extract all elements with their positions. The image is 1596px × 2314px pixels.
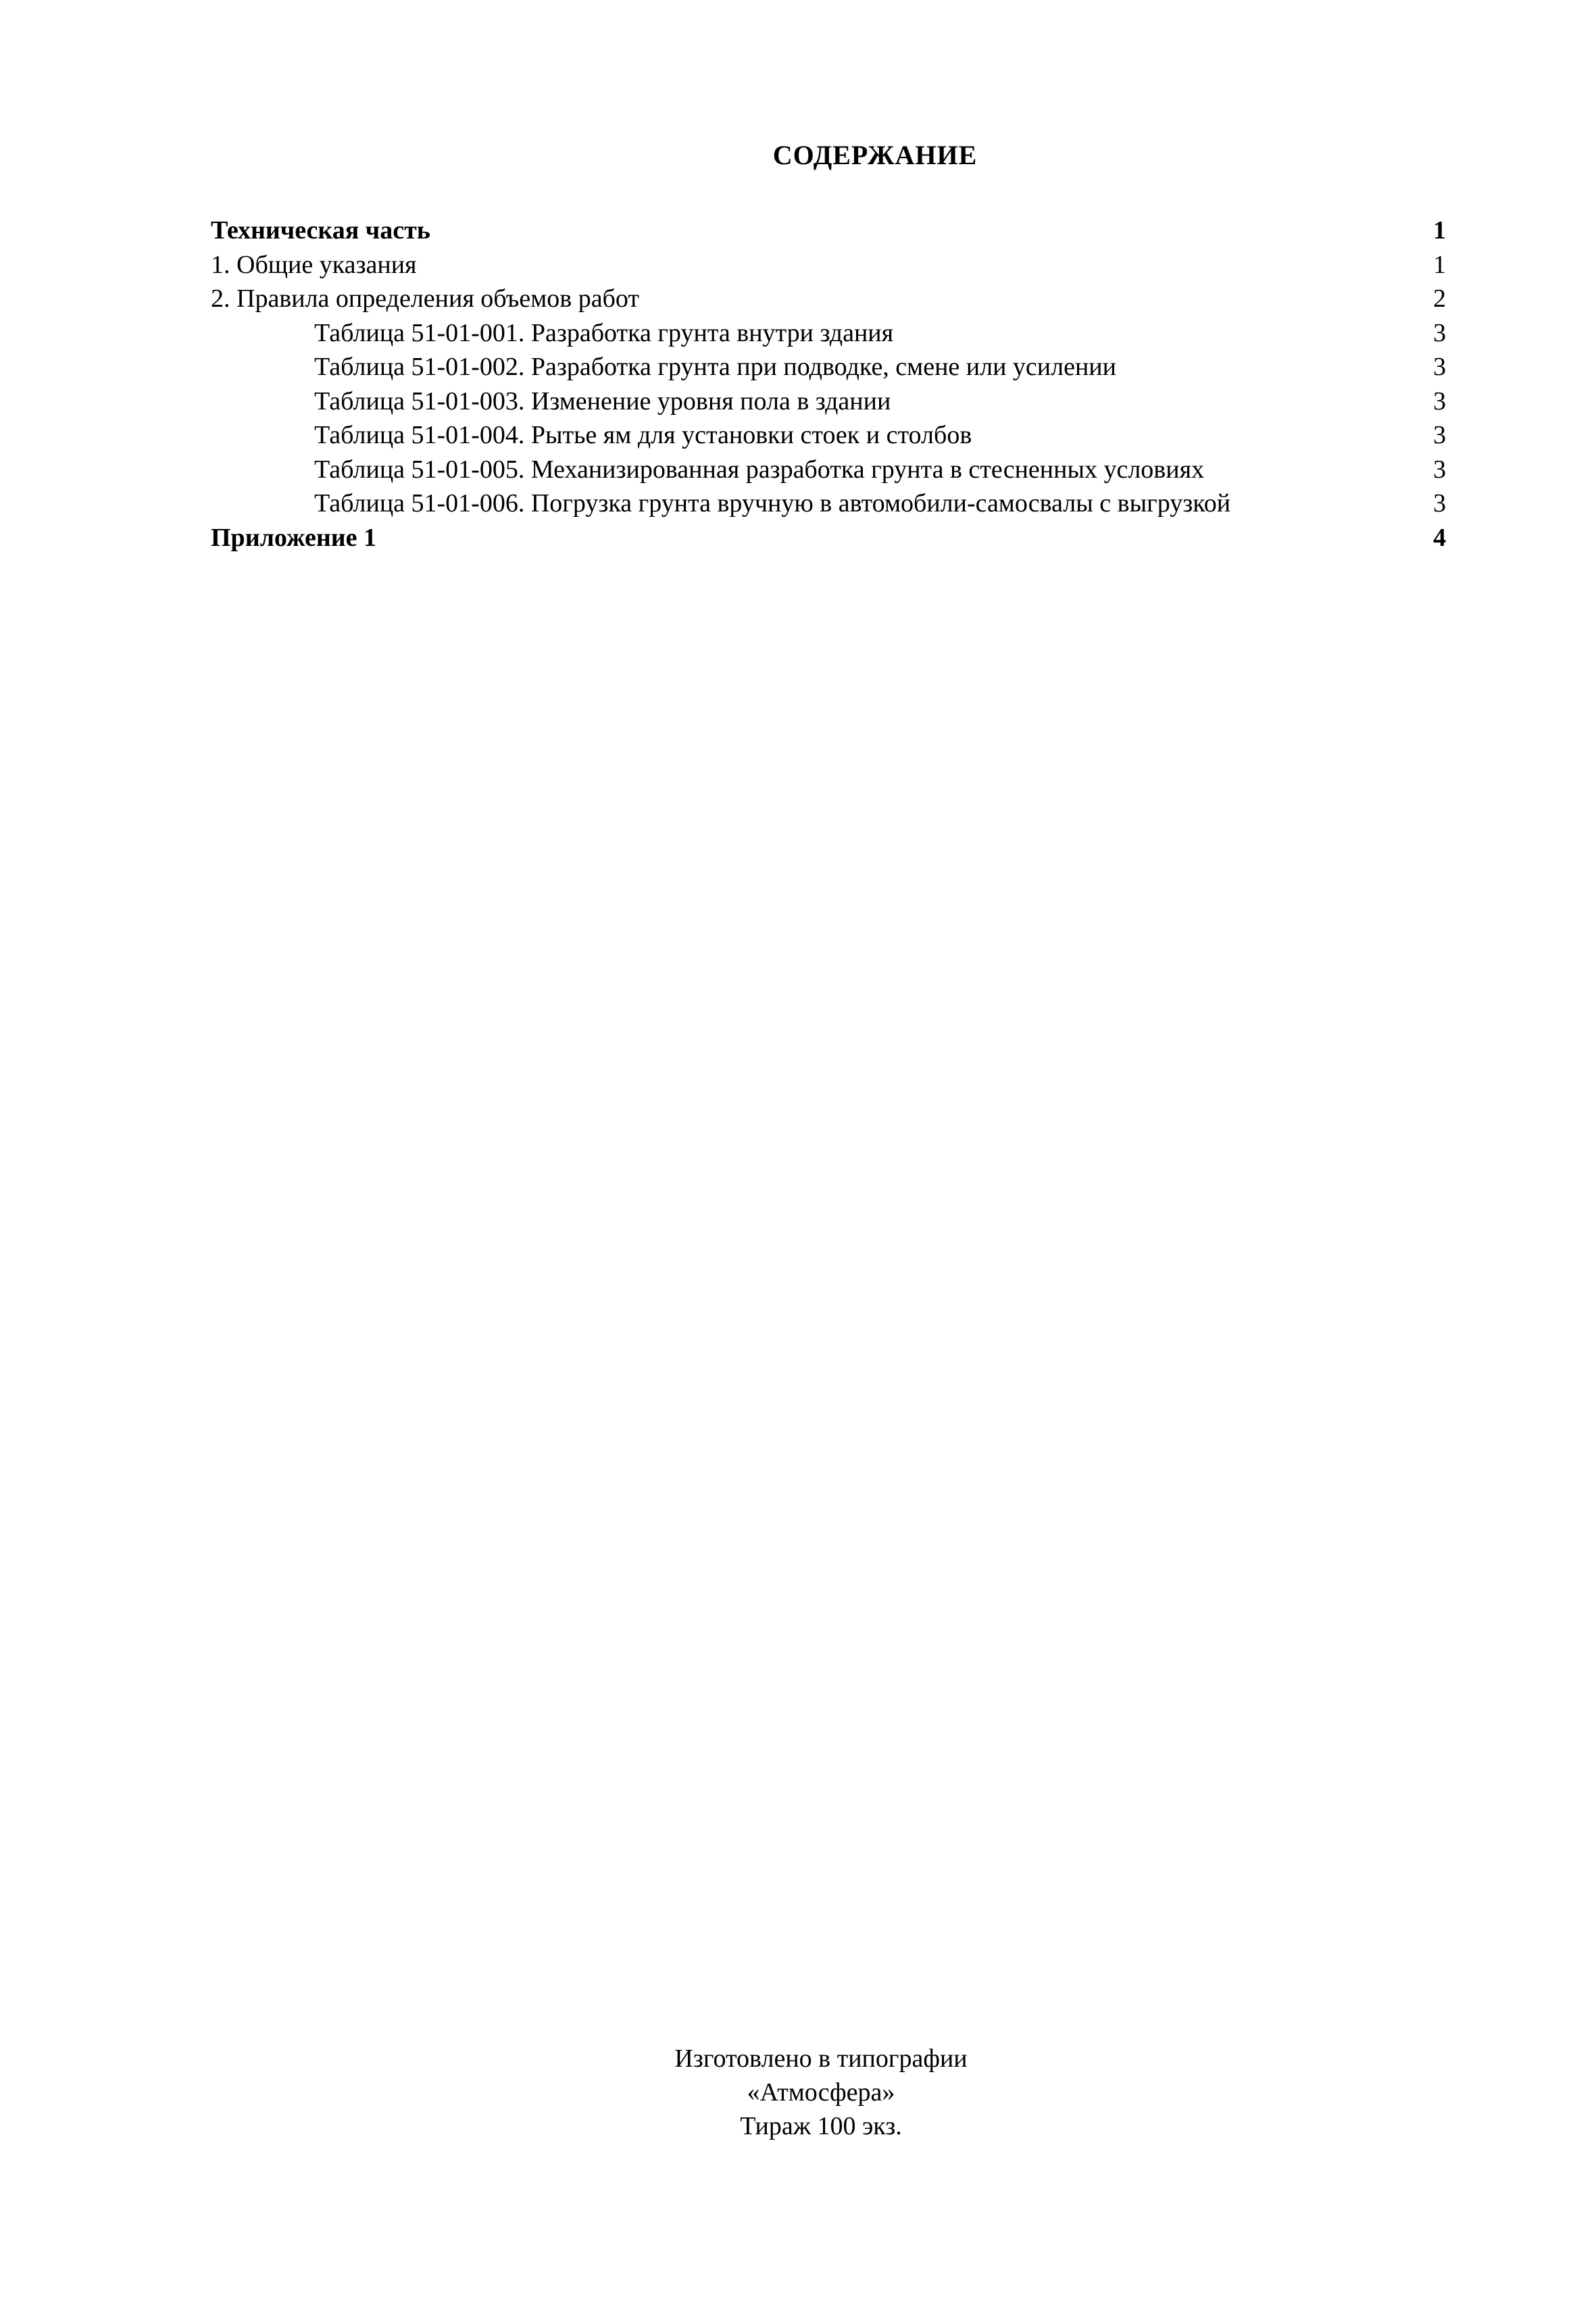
imprint-printing-house-line: Изготовлено в типографии	[674, 2044, 968, 2073]
toc-entry-label: Таблица 51-01-004. Рытье ям для установки стоек и столбов	[314, 421, 972, 449]
table-of-contents	[211, 213, 1446, 555]
toc-entry-label: Таблица 51-01-002. Разработка грунта при подводке, смене или усилении	[314, 353, 1116, 381]
toc-entry-page-number: 2	[1433, 284, 1446, 313]
toc-entry-page-number: 4	[1433, 523, 1446, 552]
toc-entry-label: 2. Правила определения объемов работ	[211, 284, 639, 313]
toc-entry-page-number: 3	[1433, 318, 1446, 347]
toc-entry-page-number: 3	[1433, 489, 1446, 518]
toc-entry-label: Таблица 51-01-006. Погрузка грунта вручную в автомобили-самосвалы с выгрузкой	[314, 489, 1231, 518]
toc-entry-label: Таблица 51-01-005. Механизированная разработка грунта в стесненных условиях	[314, 455, 1205, 484]
toc-entry-appendix-1[interactable]	[211, 521, 1446, 555]
toc-entry-general-instructions[interactable]	[211, 248, 1446, 282]
toc-entry-page-number: 3	[1433, 353, 1446, 381]
toc-entry-page-number: 3	[1433, 421, 1446, 449]
toc-entry-table-51-01-006[interactable]	[211, 486, 1446, 521]
print-imprint	[0, 2042, 1596, 2143]
toc-entry-table-51-01-005[interactable]	[211, 453, 1446, 487]
toc-heading: СОДЕРЖАНИЕ	[772, 140, 978, 170]
toc-entry-page-number: 1	[1433, 216, 1446, 245]
toc-entry-label: Таблица 51-01-001. Разработка грунта внутри здания	[314, 318, 894, 347]
toc-entry-page-number: 3	[1433, 455, 1446, 484]
toc-entry-table-51-01-001[interactable]	[211, 316, 1446, 351]
toc-entry-page-number: 3	[1433, 386, 1446, 416]
toc-entry-table-51-01-004[interactable]	[211, 418, 1446, 453]
toc-entry-page-number: 1	[1433, 250, 1446, 279]
toc-entry-label: 1. Общие указания	[211, 250, 417, 279]
toc-entry-technical-part[interactable]	[211, 213, 1446, 248]
toc-entry-label: Таблица 51-01-003. Изменение уровня пола в здании	[314, 386, 891, 416]
toc-entry-label: Приложение 1	[211, 523, 377, 552]
imprint-printer-name: «Атмосфера»	[747, 2078, 895, 2107]
toc-entry-volume-rules[interactable]	[211, 282, 1446, 316]
toc-entry-table-51-01-002[interactable]	[211, 350, 1446, 384]
toc-entry-label: Техническая часть	[211, 216, 430, 245]
imprint-print-run: Тираж 100 экз.	[740, 2112, 902, 2140]
toc-entry-table-51-01-003[interactable]	[211, 384, 1446, 419]
